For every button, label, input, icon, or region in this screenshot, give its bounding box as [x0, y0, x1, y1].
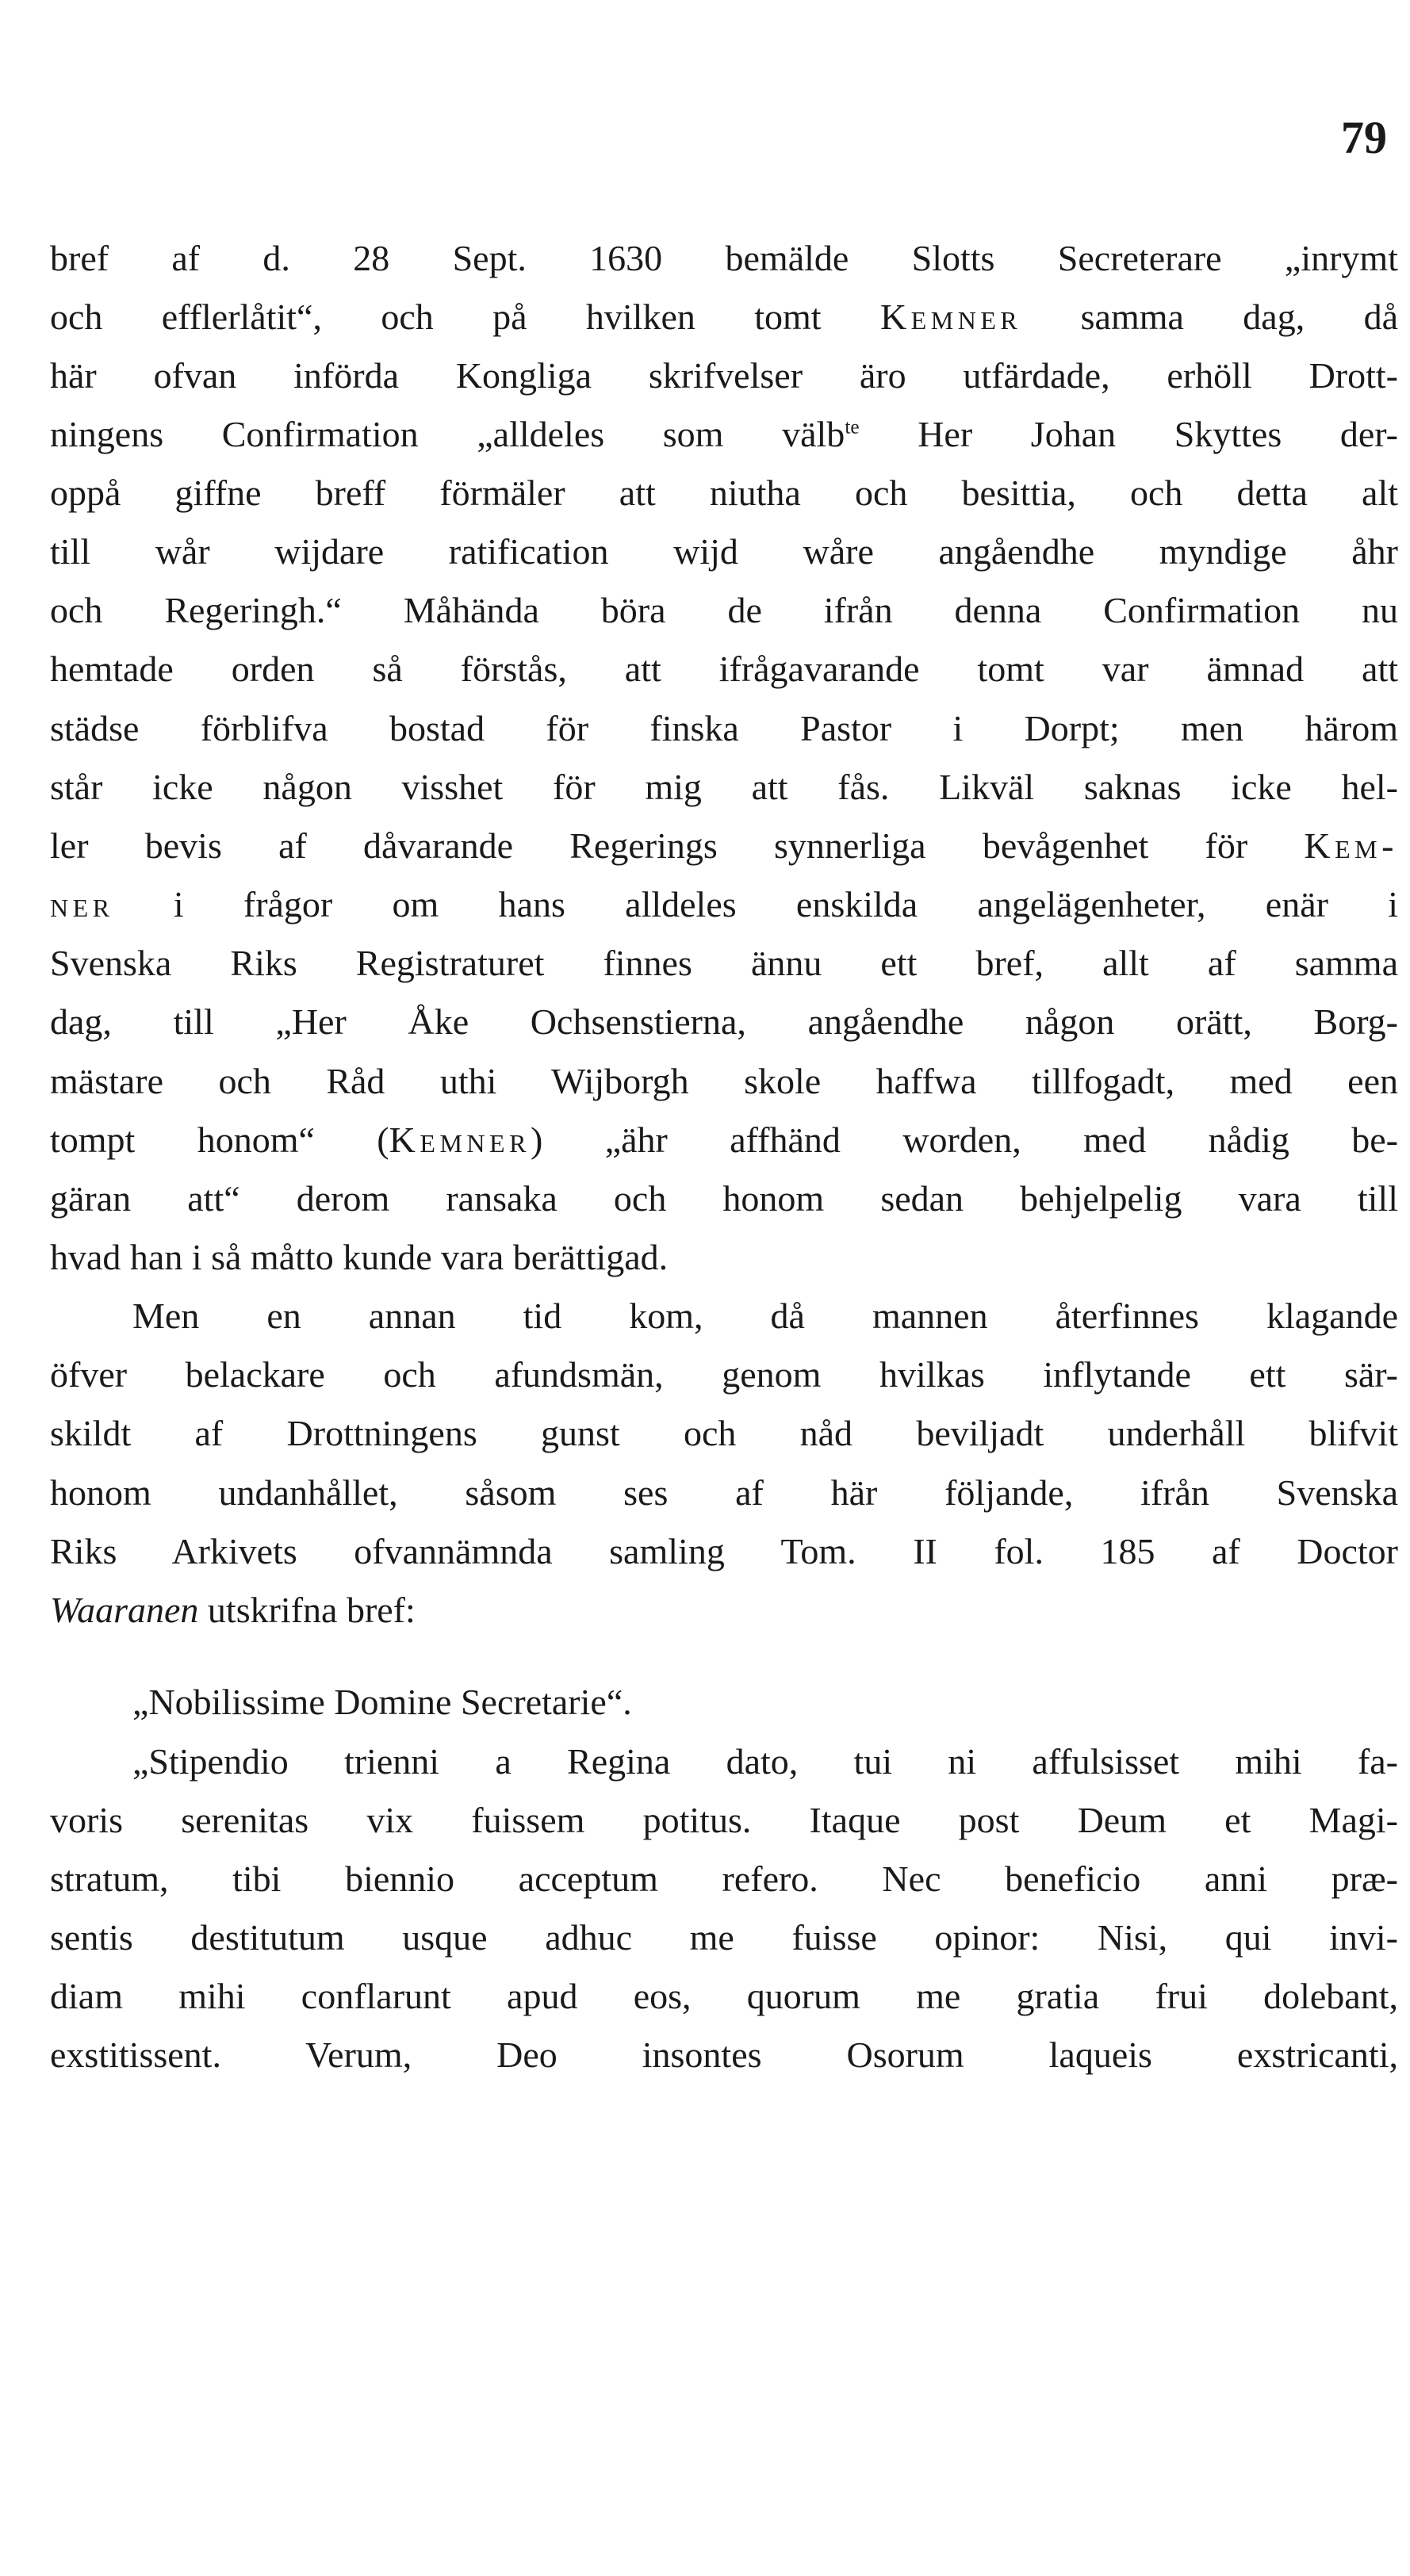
text-run: Men en annan tid kom, då mannen återfinnes klagande: [132, 1296, 1398, 1336]
text-run: sentis destitutum usque adhuc me fuisse opinor: Nisi, qui invi-: [50, 1917, 1398, 1958]
body-line-1: [50, 240, 1398, 277]
body-line-4: [50, 416, 1398, 453]
text-run: här ofvan införda Kongliga skrifvelser äro utfärdade, erhöll Drott-: [50, 355, 1398, 396]
small-caps-name: Kemner: [879, 297, 1022, 337]
text-run: hemtade orden så förstås, att ifrågavarande tomt var ämnad att: [50, 649, 1398, 689]
body-line-24: [50, 1592, 1398, 1629]
letter-line-7: [50, 2034, 1398, 2075]
text-run: Her Johan Skyttes der-: [859, 414, 1399, 454]
body-line-5: [50, 475, 1398, 511]
body-line-22: [50, 1472, 1398, 1513]
text-run: diam mihi conflarunt apud eos, quorum me gratia frui dolebant,: [50, 1976, 1398, 2016]
page-number: 79: [1341, 112, 1387, 163]
letter-line-6: [50, 1978, 1398, 2015]
text-run: i frågor om hans alldeles enskilda angelägenheter, enär i: [113, 884, 1398, 924]
body-line-17: [50, 1178, 1398, 1219]
text-run: „Stipendio trienni a Regina dato, tui ni affulsisset mihi fa-: [132, 1741, 1398, 1782]
letter-line-2: [132, 1743, 1398, 1780]
letter-line-5: [50, 1917, 1398, 1958]
body-line-18: [50, 1239, 1398, 1276]
text-run: stratum, tibi biennio acceptum refero. Nec beneficio anni præ-: [50, 1858, 1398, 1899]
body-line-8: [50, 651, 1398, 687]
text-run: städse förblifva bostad för finska Pastor i Dorpt; men härom: [50, 708, 1398, 748]
text-run: samma dag, då: [1021, 297, 1398, 337]
body-line-13: [50, 945, 1398, 982]
text-run: ) „ähr affhänd worden, med nådig be-: [530, 1120, 1398, 1160]
body-line-15: [50, 1063, 1398, 1100]
body-line-16: [50, 1122, 1398, 1158]
text-run: Riks Arkivets ofvannämnda samling Tom. II fol. 185 af Doctor: [50, 1531, 1398, 1571]
text-run: honom undanhållet, såsom ses af här följande, ifrån Svenska: [50, 1472, 1398, 1513]
body-line-23: [50, 1533, 1398, 1570]
text-run: bref af d. 28 Sept. 1630 bemälde Slotts Secreterare „inrymt: [50, 238, 1398, 278]
body-line-3: [50, 355, 1398, 396]
body-line-12: [50, 886, 1398, 923]
text-run: utskrifna bref:: [198, 1590, 416, 1630]
text-run: och efflerlåtit“, och på hvilken tomt: [50, 297, 880, 337]
letter-line-1: [132, 1684, 1398, 1721]
text-run: voris serenitas vix fuissem potitus. Itaque post Deum et Magi-: [50, 1800, 1398, 1840]
text-run: mästare och Råd uthi Wijborgh skole haffwa tillfogadt, med een: [50, 1061, 1398, 1101]
body-line-20: [50, 1354, 1398, 1395]
text-run: till wår wijdare ratification wijd wåre angåendhe myndige åhr: [50, 531, 1398, 572]
body-line-11: [50, 825, 1398, 866]
superscript: te: [845, 415, 860, 438]
body-line-21: [50, 1415, 1398, 1452]
text-run: hvad han i så måtto kunde vara berättigad.: [50, 1237, 669, 1277]
text-run: och Regeringh.“ Måhända böra de ifrån denna Confirmation nu: [50, 590, 1398, 630]
body-line-9: [50, 710, 1398, 747]
body-line-6: [50, 531, 1398, 572]
body-line-2: [50, 299, 1398, 335]
text-run: dag, till „Her Åke Ochsenstierna, angåendhe någon orätt, Borg-: [50, 1001, 1398, 1042]
letter-line-3: [50, 1802, 1398, 1839]
text-run: ningens Confirmation „alldeles som välb: [50, 414, 845, 454]
small-caps-name: ner: [50, 884, 114, 924]
text-run: står icke någon visshet för mig att fås. Likväl saknas icke hel-: [50, 767, 1398, 807]
text-run: Svenska Riks Registraturet finnes ännu ett bref, allt af samma: [50, 943, 1398, 983]
letter-line-4: [50, 1858, 1398, 1899]
text-run: exstitissent. Verum, Deo insontes Osorum laqueis exstricanti,: [50, 2034, 1398, 2075]
text-run: öfver belackare och afundsmän, genom hvilkas inflytande ett sär-: [50, 1354, 1398, 1395]
small-caps-name: Kem-: [1304, 825, 1398, 866]
text-run: tompt honom“ (: [50, 1120, 389, 1160]
text-run: skildt af Drottningens gunst och nåd beviljadt underhåll blifvit: [50, 1413, 1398, 1453]
text-run: gäran att“ derom ransaka och honom sedan behjelpelig vara till: [50, 1178, 1398, 1219]
text-run: oppå giffne breff förmäler att niutha och besittia, och detta alt: [50, 473, 1398, 513]
italic-name: Waaranen: [50, 1590, 199, 1630]
text-run: „Nobilissime Domine Secretarie“.: [132, 1682, 632, 1722]
body-line-10: [50, 769, 1398, 806]
body-line-14: [50, 1001, 1398, 1042]
small-caps-name: Kemner: [389, 1120, 531, 1160]
body-line-7: [50, 592, 1398, 629]
body-line-19: [132, 1298, 1398, 1334]
text-run: ler bevis af dåvarande Regerings synnerliga bevågenhet för: [50, 825, 1305, 866]
